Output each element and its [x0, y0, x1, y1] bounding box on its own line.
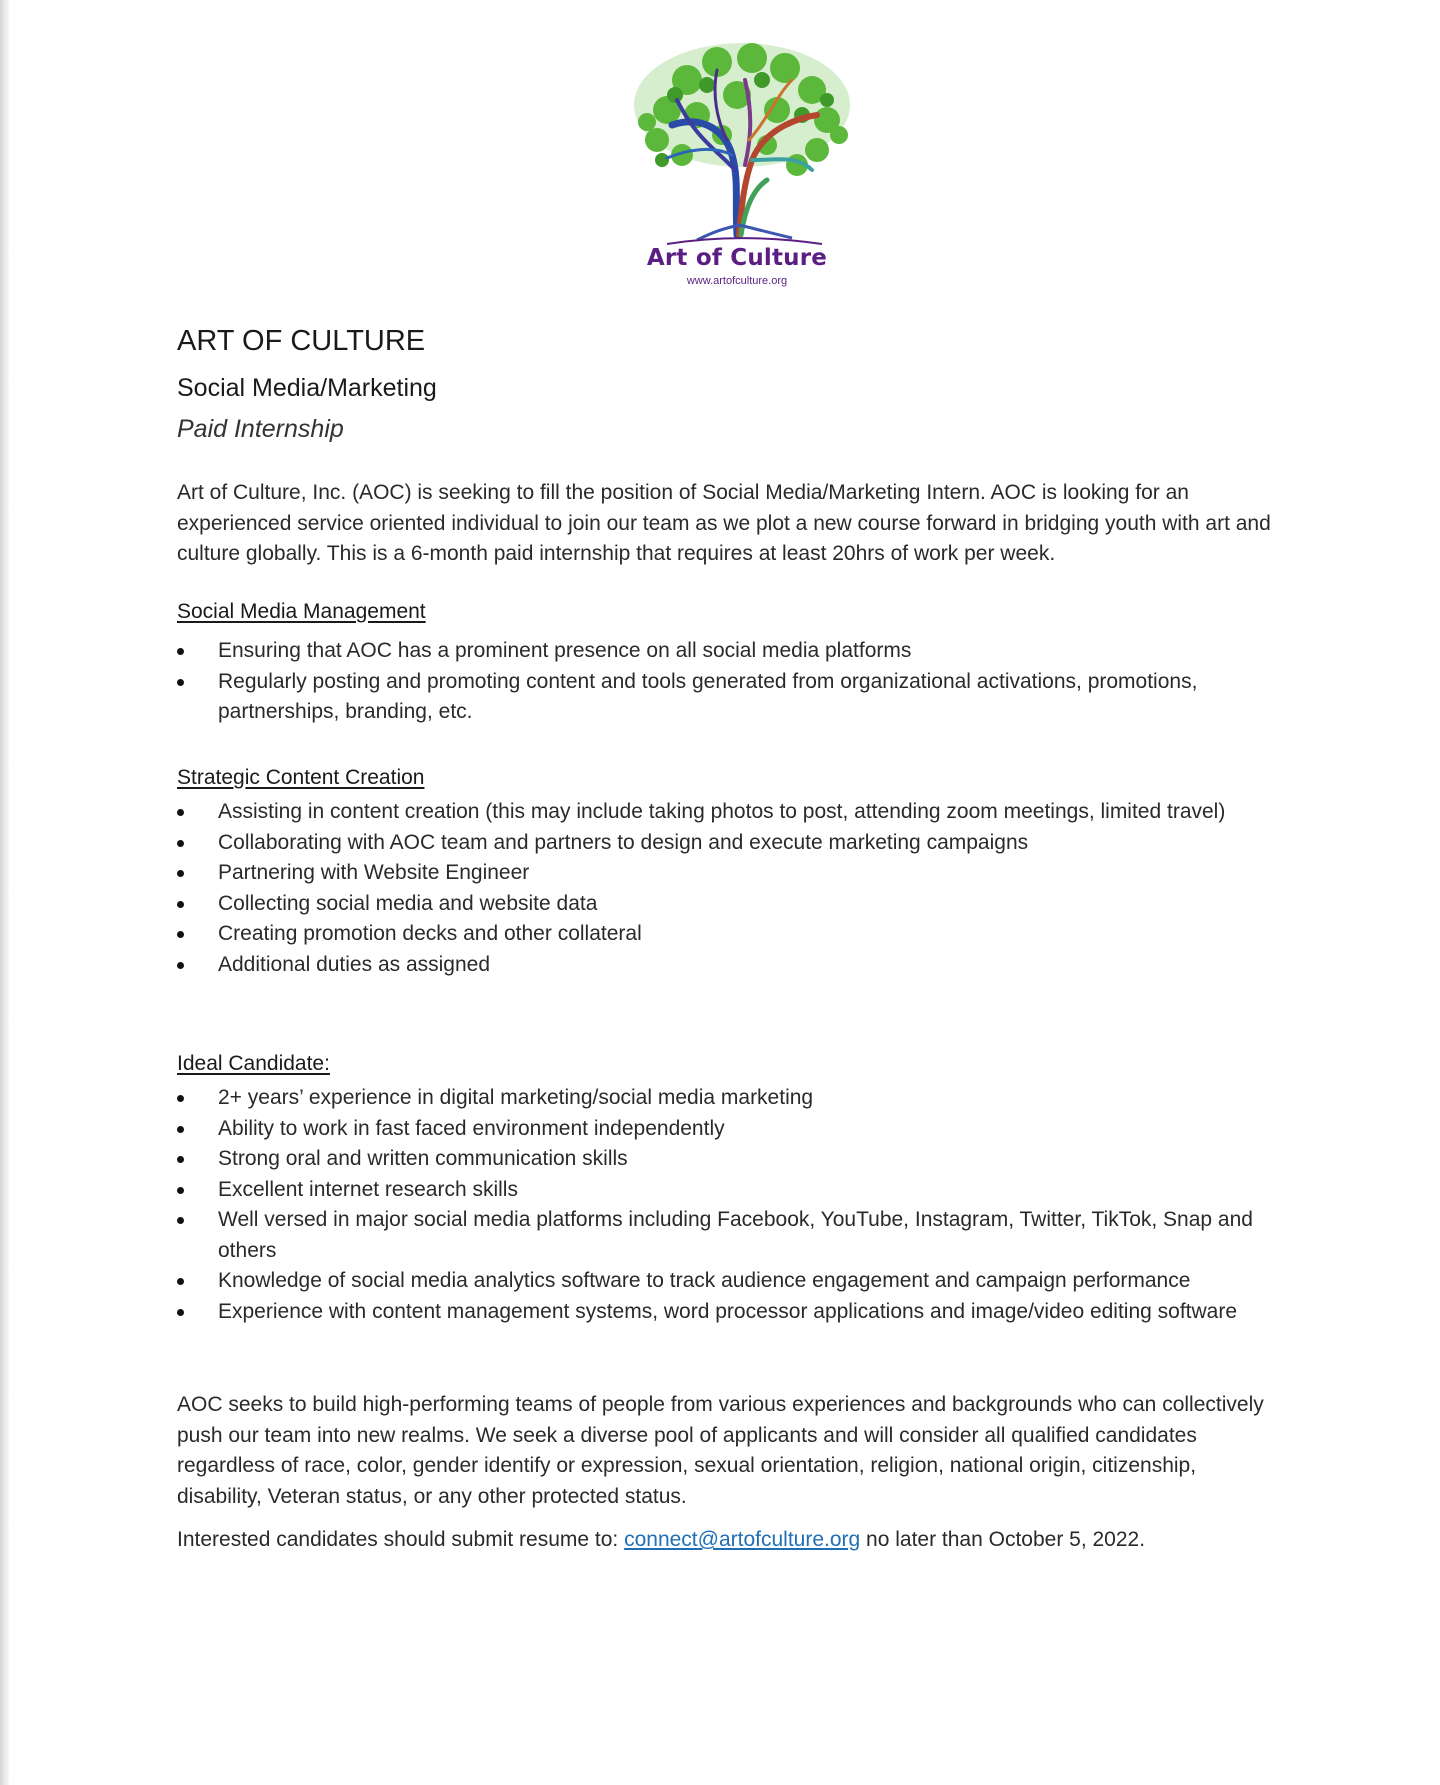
bullet-icon — [177, 1278, 184, 1285]
list-item: Experience with content management systems, word processor applications and image/video editing software — [177, 1297, 1287, 1328]
position-type: Paid Internship — [177, 415, 344, 443]
list-item: Ability to work in fast faced environment independently — [177, 1114, 1287, 1145]
list-item: Partnering with Website Engineer — [177, 858, 1287, 889]
contact-paragraph — [177, 1525, 1277, 1556]
section-heading-strategic-content-creation: Strategic Content Creation — [177, 766, 425, 789]
org-title: ART OF CULTURE — [177, 325, 426, 357]
list-item: Regularly posting and promoting content and tools generated from organizational activations, promotions, partnerships, branding, etc. — [177, 667, 1287, 728]
list-item: Ensuring that AOC has a prominent presence on all social media platforms — [177, 636, 1287, 667]
logo — [597, 40, 877, 300]
logo-wordmark: Art of Culture — [646, 245, 828, 271]
list-item: Excellent internet research skills — [177, 1175, 1287, 1206]
list-item: Collaborating with AOC team and partners to design and execute marketing campaigns — [177, 828, 1287, 859]
logo-url: www.artofculture.org — [686, 275, 788, 287]
bullet-icon — [177, 648, 184, 655]
bullet-icon — [177, 1309, 184, 1316]
page-edge — [0, 0, 9, 1785]
contact-prefix: Interested candidates should submit resume to: — [177, 1528, 625, 1551]
bullet-icon — [177, 679, 184, 686]
bullet-icon — [177, 809, 184, 816]
bullet-list-strategic-content-creation — [177, 797, 1287, 980]
position-title: Social Media/Marketing — [177, 374, 437, 402]
list-item: Assisting in content creation (this may include taking photos to post, attending zoom meetings, limited travel) — [177, 797, 1287, 828]
bullet-icon — [177, 870, 184, 877]
bullet-list-ideal-candidate — [177, 1083, 1287, 1327]
bullet-icon — [177, 1095, 184, 1102]
bullet-icon — [177, 1187, 184, 1194]
bullet-list-social-media-management — [177, 636, 1287, 728]
list-item: Knowledge of social media analytics software to track audience engagement and campaign performance — [177, 1266, 1287, 1297]
intro-paragraph: Art of Culture, Inc. (AOC) is seeking to fill the position of Social Media/Marketing Intern. AOC is looking for an experienced service oriented individual to join our team as we plot a new course forward in bridging youth with art and culture globally. This is a 6-month paid internship that requires at least 20hrs of work per week. — [177, 481, 1271, 565]
bullet-icon — [177, 1156, 184, 1163]
contact-suffix: no later than October 5, 2022. — [860, 1528, 1146, 1551]
bullet-icon — [177, 1126, 184, 1133]
list-item: Strong oral and written communication skills — [177, 1144, 1287, 1175]
email-link[interactable]: connect@artofculture.org — [624, 1528, 861, 1551]
tree-logo-icon — [627, 40, 857, 250]
list-item: Creating promotion decks and other collateral — [177, 919, 1287, 950]
list-item: Well versed in major social media platforms including Facebook, YouTube, Instagram, Twitter, TikTok, Snap and others — [177, 1205, 1287, 1266]
section-heading-social-media-management: Social Media Management — [177, 600, 426, 623]
list-item: Additional duties as assigned — [177, 950, 1287, 981]
bullet-icon — [177, 901, 184, 908]
list-item: 2+ years’ experience in digital marketing/social media marketing — [177, 1083, 1287, 1114]
list-item: Collecting social media and website data — [177, 889, 1287, 920]
diversity-paragraph: AOC seeks to build high-performing teams of people from various experiences and backgrounds who can collectively push our team into new realms. We seek a diverse pool of applicants and will consider all qualified candidates regardless of race, color, gender identify or expression, sexual orientation, religion, national origin, citizenship, disability, Veteran status, or any other protected status. — [177, 1393, 1264, 1508]
bullet-icon — [177, 1217, 184, 1224]
section-heading-ideal-candidate: Ideal Candidate: — [177, 1052, 330, 1075]
bullet-icon — [177, 962, 184, 969]
bullet-icon — [177, 840, 184, 847]
bullet-icon — [177, 931, 184, 938]
